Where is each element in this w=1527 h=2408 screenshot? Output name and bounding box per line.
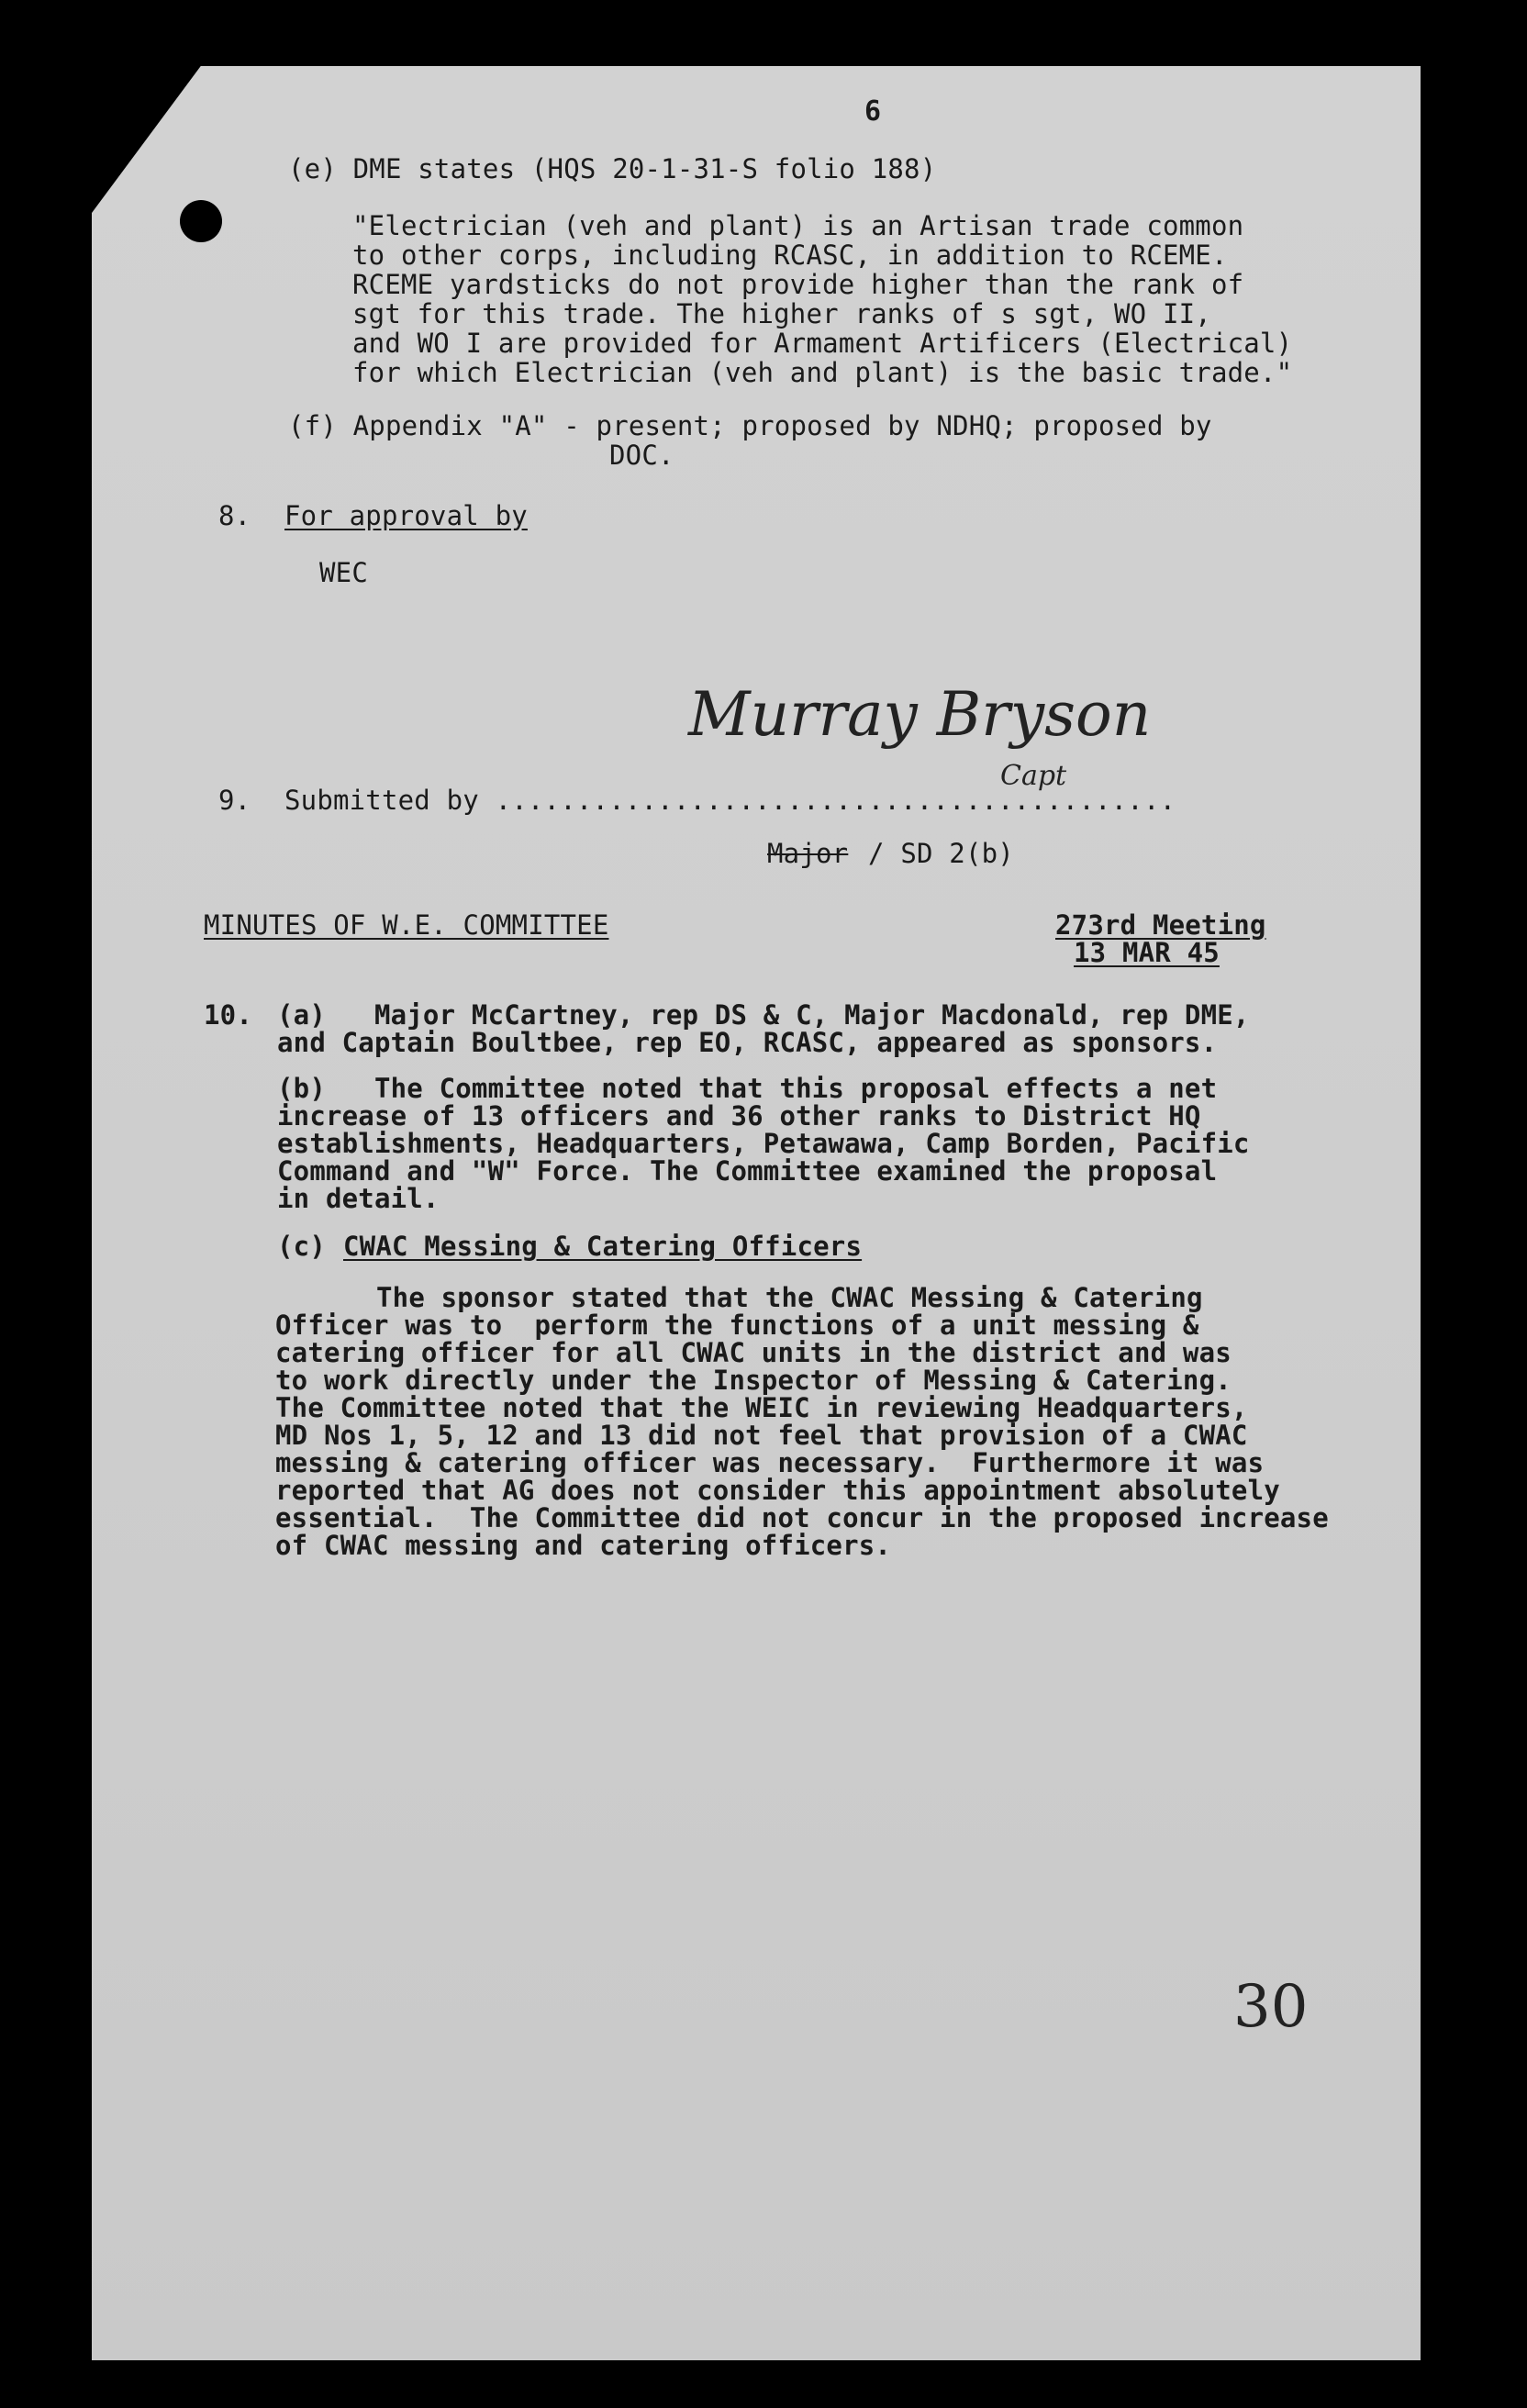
meeting-date: 13 MAR 45 [1074, 937, 1220, 968]
item-e-heading: (e) DME states (HQS 20-1-31-S folio 188) [288, 153, 937, 184]
punch-hole [180, 200, 222, 242]
item-e-quote-line-5: and WO I are provided for Armament Artificers (Electrical) [352, 328, 1293, 359]
item-e-quote-line-4: sgt for this trade. The higher ranks of s sgt, WO II, [352, 298, 1211, 329]
section-9-number: 9. [218, 785, 251, 816]
unit-designation: / SD 2(b) [868, 838, 1014, 869]
section-10-c-line-4: to work directly under the Inspector of Messing & Catering. [275, 1365, 1232, 1396]
handwritten-number: 30 [1233, 1973, 1309, 2041]
section-10-c-line-10: of CWAC messing and catering officers. [275, 1530, 892, 1561]
section-8-label: For approval by [284, 500, 528, 531]
section-10-c-label: (c) [277, 1231, 326, 1262]
section-10-b-line-4: Command and "W" Force. The Committee examined the proposal [277, 1155, 1218, 1187]
item-f-line-2: DOC. [609, 440, 674, 471]
section-10-c-line-1: The sponsor stated that the CWAC Messing & Catering [376, 1282, 1203, 1313]
section-10-a-line-2: and Captain Boultbee, rep EO, RCASC, appeared as sponsors. [277, 1027, 1218, 1058]
section-10-b-line-2: increase of 13 officers and 36 other ranks to District HQ [277, 1100, 1201, 1132]
section-8-number: 8. [218, 500, 251, 531]
section-10-c-line-5: The Committee noted that the WEIC in reviewing Headquarters, [275, 1392, 1248, 1423]
item-e-quote-line-3: RCEME yardsticks do not provide higher than the rank of [352, 269, 1244, 300]
signature-rank-handwritten: Capt [1000, 760, 1067, 792]
section-10-c-line-7: messing & catering officer was necessary. Furthermore it was [275, 1447, 1265, 1478]
section-10-c-line-3: catering officer for all CWAC units in the district and was [275, 1337, 1232, 1368]
minutes-title: MINUTES OF W.E. COMMITTEE [204, 909, 609, 941]
section-10-a-line-1: (a) Major McCartney, rep DS & C, Major Macdonald, rep DME, [277, 999, 1250, 1031]
section-10-number: 10. [204, 999, 252, 1031]
item-e-quote-line-1: "Electrician (veh and plant) is an Artisan trade common [352, 210, 1244, 241]
item-f-line-1: (f) Appendix "A" - present; proposed by NDHQ; proposed by [288, 410, 1212, 441]
section-10-c-line-2: Officer was to perform the functions of a unit messing & [275, 1310, 1199, 1341]
meeting-number: 273rd Meeting [1055, 909, 1266, 941]
item-e-quote-line-2: to other corps, including RCASC, in addition to RCEME. [352, 240, 1228, 271]
page-number: 6 [864, 95, 882, 128]
section-8-value: WEC [319, 557, 368, 588]
section-10-b-line-5: in detail. [277, 1183, 440, 1214]
section-10-c-heading: CWAC Messing & Catering Officers [343, 1231, 863, 1262]
section-10-c-line-8: reported that AG does not consider this appointment absolutely [275, 1475, 1280, 1506]
section-9-label: Submitted by .......................................... [284, 785, 1176, 816]
section-10-c-line-6: MD Nos 1, 5, 12 and 13 did not feel that provision of a CWAC [275, 1420, 1248, 1451]
section-10-c-line-9: essential. The Committee did not concur in the proposed increase [275, 1502, 1329, 1533]
section-10-b-line-1: (b) The Committee noted that this proposal effects a net [277, 1073, 1218, 1104]
signature: Murray Bryson [688, 679, 1152, 750]
item-e-quote-line-6: for which Electrician (veh and plant) is the basic trade." [352, 357, 1293, 388]
section-10-b-line-3: establishments, Headquarters, Petawawa, Camp Borden, Pacific [277, 1128, 1250, 1159]
rank-struck-out: Major [767, 838, 849, 869]
